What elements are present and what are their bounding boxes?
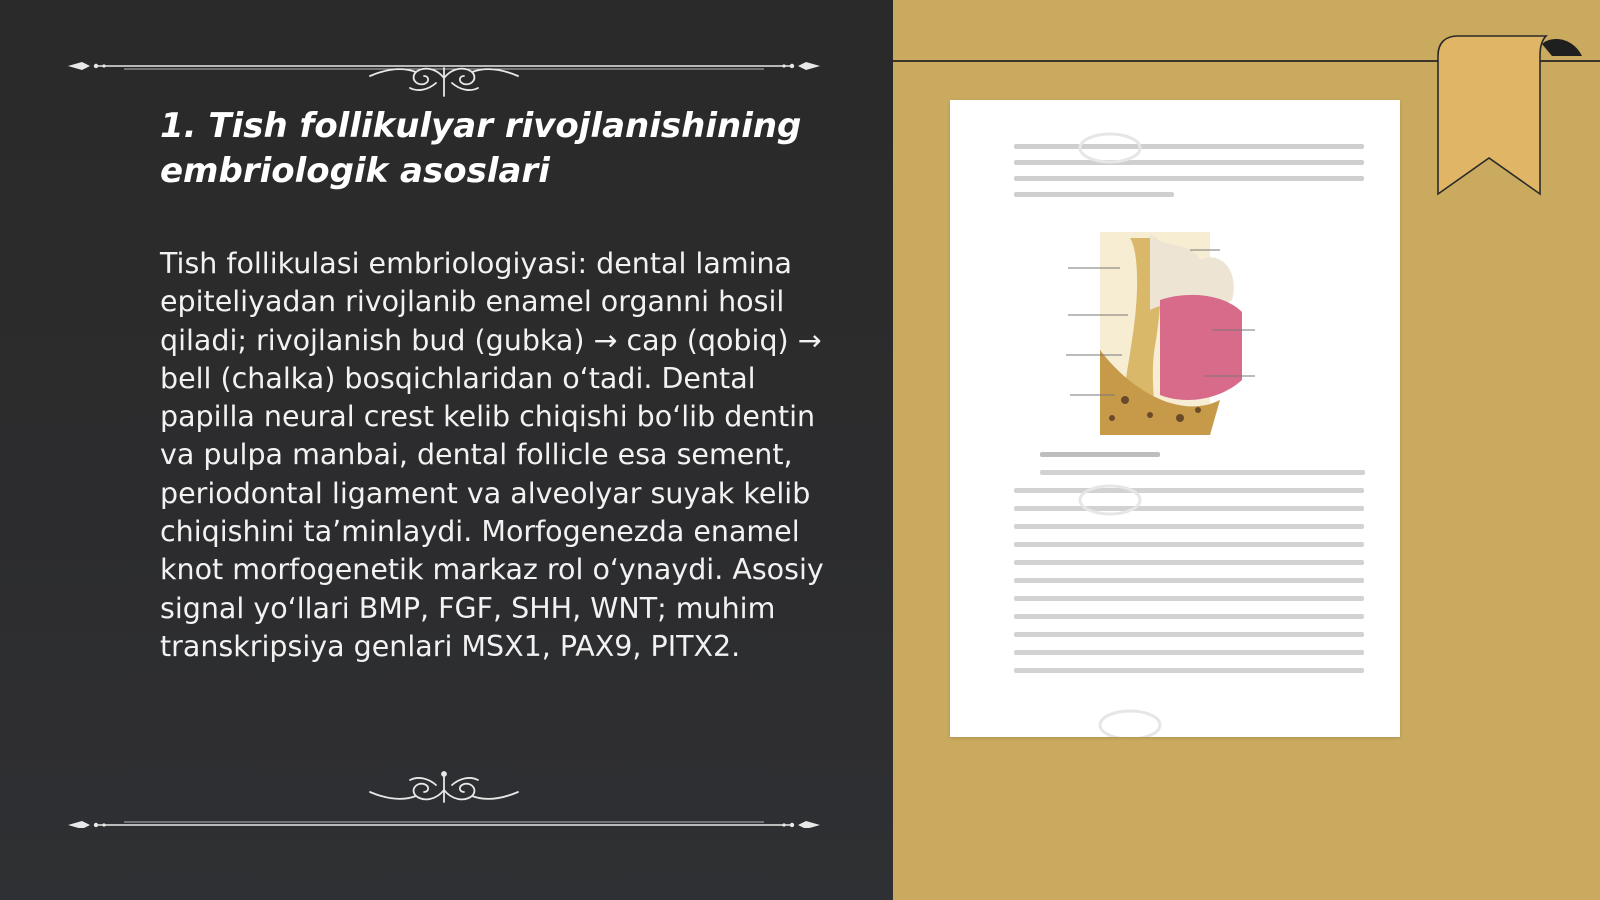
slide-body-text: Tish follikulasi embriologiyasi: dental lamina epiteliyadan rivojlanib enamel organni hosil qiladi; rivojlanish bud (gubka) → cap (qobiq) → bell (chalka) bosqichlaridan oʻtadi. Dental papilla neural crest kelib chiqishi boʻlib dentin va pulpa manbai, dental follicle esa sement, periodontal ligament va alveolyar suyak kelib chiqishini taʼminlaydi. Morfogenezda enamel knot morfogenetik markaz rol oʻynaydi. Asosiy signal yoʻllari BMP, FGF, SHH, WNT; muhim transkripsiya genlari MSX1, PAX9, PITX2. [160,247,824,663]
ribbon-bookmark-icon [1434,34,1584,204]
top-ornament-divider-icon [64,38,824,98]
textbook-page-image [950,100,1400,737]
slide-title: 1. Tish follikulyar rivojlanishining embriologik asoslari [160,106,802,191]
bottom-ornament-divider-icon [64,768,824,828]
